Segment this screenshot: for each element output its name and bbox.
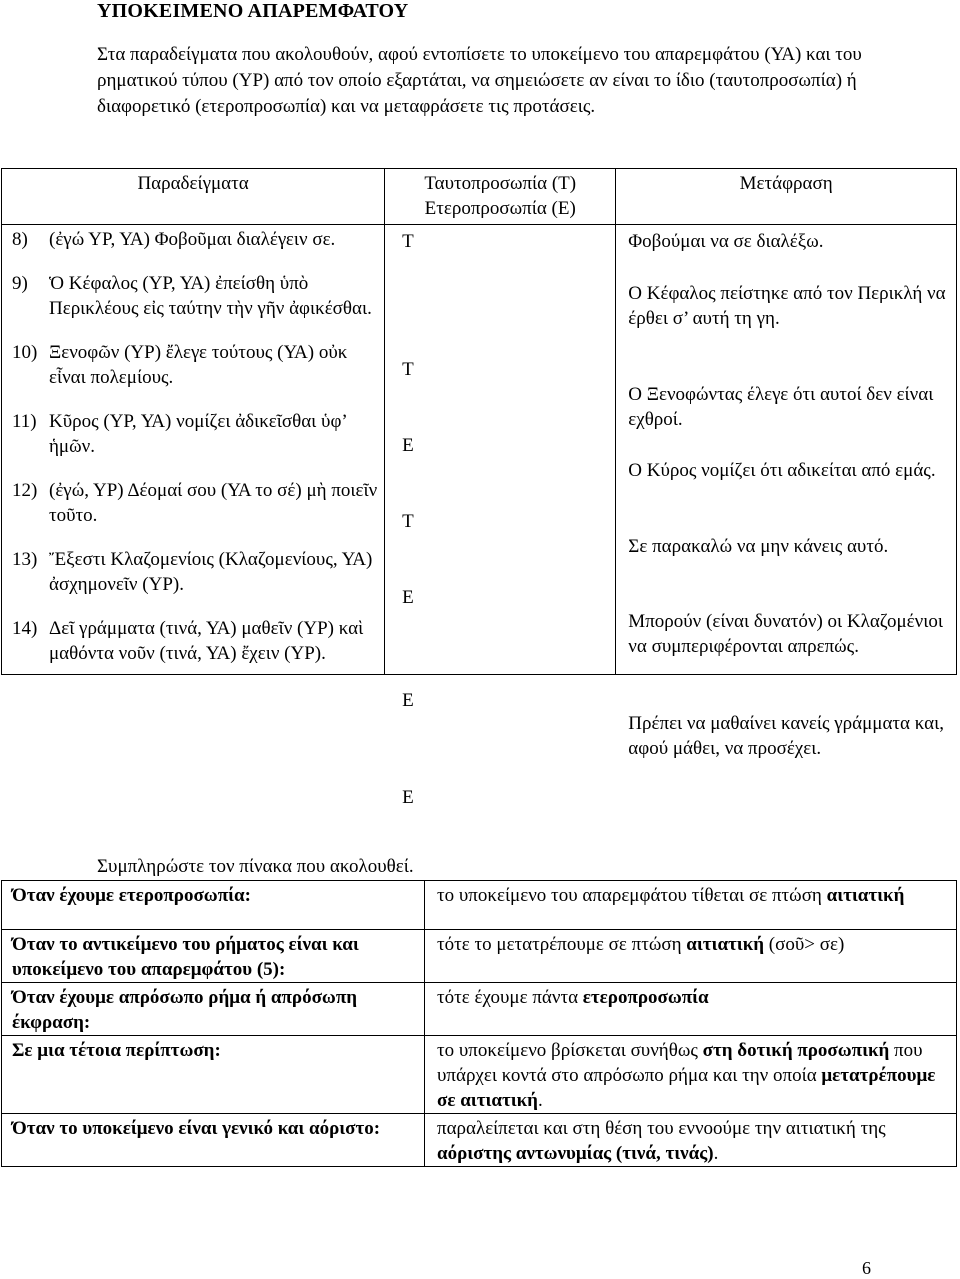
translation-text: Ο Κύρος νομίζει ότι αδικείται από εμάς. — [628, 460, 936, 481]
example-item — [2, 478, 384, 528]
translation-column — [616, 225, 957, 759]
fill-right-cell — [425, 983, 957, 1036]
fill-right-after-2: . — [537, 1090, 543, 1111]
example-number: 8) — [12, 229, 28, 250]
fill-right-bold-2: μετατρέπουμε σε αιτιατική — [437, 1065, 936, 1111]
fill-right-cell — [425, 930, 957, 983]
fill-right-plain: το υποκείμενο του απαρεμφάτου τίθεται σε πτώση — [437, 885, 827, 906]
translation-text: Φοβούμαι να σε διαλέξω. — [628, 231, 824, 252]
fill-row — [2, 983, 957, 1036]
header-identity-line2: Ετεροπροσωπία (Ε) — [424, 198, 576, 219]
fill-right-after: που υπάρχει κοντά στο απρόσωπο ρήμα και την οποία — [437, 1040, 923, 1086]
fill-left-cell: Όταν το αντικείμενο του ρήματος είναι και υποκείμενο του απαρεμφάτου (5): — [2, 930, 425, 983]
page-title: ΥΠΟΚΕΙΜΕΝΟ ΑΠΑΡΕΜΦΑΤΟΥ — [97, 0, 409, 22]
examples-table — [1, 168, 957, 808]
example-number: 14) — [12, 618, 38, 639]
fill-right-after: . — [713, 1143, 719, 1164]
header-identity-line1: Ταυτοπροσωπία (Τ) — [424, 173, 577, 194]
fill-right-after: (σοῦ> σε) — [764, 934, 845, 955]
identity-mark: Ε — [402, 690, 414, 711]
examples-header-row — [2, 169, 957, 225]
example-number: 10) — [12, 342, 38, 363]
fill-left-cell: Όταν έχουμε ετεροπροσωπία: — [2, 881, 425, 930]
intro-paragraph: Στα παραδείγματα που ακολουθούν, αφού εντοπίσετε το υποκείμενο του απαρεμφάτου (ΥΑ) και του ρηματικού τύπου (ΥΡ) από τον οποίο εξαρτάται, να σημειώσετε αν είναι το ίδιο (ταυτοπροσωπία) ή διαφορετικό (ετεροπροσωπία) και να μεταφράσετε τις προτάσεις. — [97, 44, 862, 117]
instruction-text: Συμπληρώστε τον πίνακα που ακολουθεί. — [97, 856, 414, 877]
fill-left-cell: Σε μια τέτοια περίπτωση: — [2, 1036, 425, 1114]
example-text: Δεῖ γράμματα (τινά, ΥΑ) μαθεῖν (ΥΡ) καὶ μαθόντα νοῦν (τινά, ΥΑ) ἔχειν (ΥΡ). — [49, 618, 364, 664]
example-item — [2, 227, 384, 252]
fill-table — [1, 880, 957, 1167]
page-number: 6 — [862, 1258, 871, 1278]
fill-row — [2, 881, 957, 930]
example-item — [2, 616, 384, 666]
fill-right-bold: στη δοτική προσωπική — [702, 1040, 890, 1061]
header-examples: Παραδείγματα — [2, 169, 385, 225]
example-number: 9) — [12, 273, 28, 294]
example-text: (ἐγώ, ΥΡ) Δέομαί σου (ΥΑ το σέ) μὴ ποιεῖν τοῦτο. — [49, 480, 378, 526]
translation-text: Ο Ξενοφώντας έλεγε ότι αυτοί δεν είναι εχθροί. — [628, 384, 934, 430]
example-item — [2, 547, 384, 597]
identity-mark: Ε — [402, 435, 414, 456]
example-text: (ἐγώ ΥΡ, ΥΑ) Φοβοῦμαι διαλέγειν σε. — [49, 229, 336, 250]
example-number: 12) — [12, 480, 38, 501]
fill-right-plain: τότε έχουμε πάντα — [437, 987, 583, 1008]
example-text: Ἔξεστι Κλαζομενίοις (Κλαζομενίους, ΥΑ) ἀσχημονεῖν (ΥΡ). — [49, 549, 373, 595]
examples-column — [2, 225, 385, 675]
identity-column — [385, 225, 616, 808]
example-text: Ὁ Κέφαλος (ΥΡ, ΥΑ) ἐπείσθη ὑπὸ Περικλέους εἰς ταύτην τὴν γῆν ἀφικέσθαι. — [49, 273, 372, 319]
example-item — [2, 409, 384, 459]
identity-mark: Τ — [402, 231, 414, 252]
fill-row — [2, 930, 957, 983]
fill-right-cell — [425, 1114, 957, 1167]
fill-right-cell — [425, 1036, 957, 1114]
header-translation: Μετάφραση — [616, 169, 957, 225]
example-text: Κῦρος (ΥΡ, ΥΑ) νομίζει ἀδικεῖσθαι ὑφ’ ἡμῶν. — [49, 411, 347, 457]
fill-left-cell: Όταν έχουμε απρόσωπο ρήμα ή απρόσωπη έκφραση: — [2, 983, 425, 1036]
identity-mark: Τ — [402, 359, 414, 380]
identity-mark: Ε — [402, 587, 414, 608]
translation-text: Ο Κέφαλος πείστηκε από τον Περικλή να έρθει σ’ αυτή τη γη. — [628, 283, 946, 329]
fill-right-bold: αιτιατική — [686, 934, 765, 955]
examples-body-row — [2, 225, 957, 675]
example-item — [2, 271, 384, 321]
fill-right-cell — [425, 881, 957, 930]
example-number: 11) — [12, 411, 37, 432]
translation-text: Σε παρακαλώ να μην κάνεις αυτό. — [628, 536, 889, 557]
fill-right-bold: ετεροπροσωπία — [582, 987, 709, 1008]
fill-row — [2, 1114, 957, 1167]
fill-right-plain: παραλείπεται και στη θέση του εννοούμε την αιτιατική της — [437, 1118, 886, 1139]
example-text: Ξενοφῶν (ΥΡ) ἔλεγε τούτους (ΥΑ) οὐκ εἶναι πολεμίους. — [49, 342, 348, 388]
identity-mark: Ε — [402, 787, 414, 808]
example-number: 13) — [12, 549, 38, 570]
fill-right-plain: το υποκείμενο βρίσκεται συνήθως — [437, 1040, 703, 1061]
translation-text: Μπορούν (είναι δυνατόν) οι Κλαζομένιοι να συμπεριφέρονται απρεπώς. — [628, 611, 943, 657]
translation-text: Πρέπει να μαθαίνει κανείς γράμματα και, αφού μάθει, να προσέχει. — [628, 713, 944, 759]
fill-left-cell: Όταν το υποκείμενο είναι γενικό και αόριστο: — [2, 1114, 425, 1167]
fill-row — [2, 1036, 957, 1114]
identity-mark: Τ — [402, 511, 414, 532]
header-identity — [385, 169, 616, 225]
fill-right-plain: τότε το μετατρέπουμε σε πτώση — [437, 934, 687, 955]
fill-right-bold: αόριστης αντωνυμίας (τινά, τινάς) — [437, 1143, 714, 1164]
fill-right-bold: αιτιατική — [826, 885, 905, 906]
example-item — [2, 340, 384, 390]
